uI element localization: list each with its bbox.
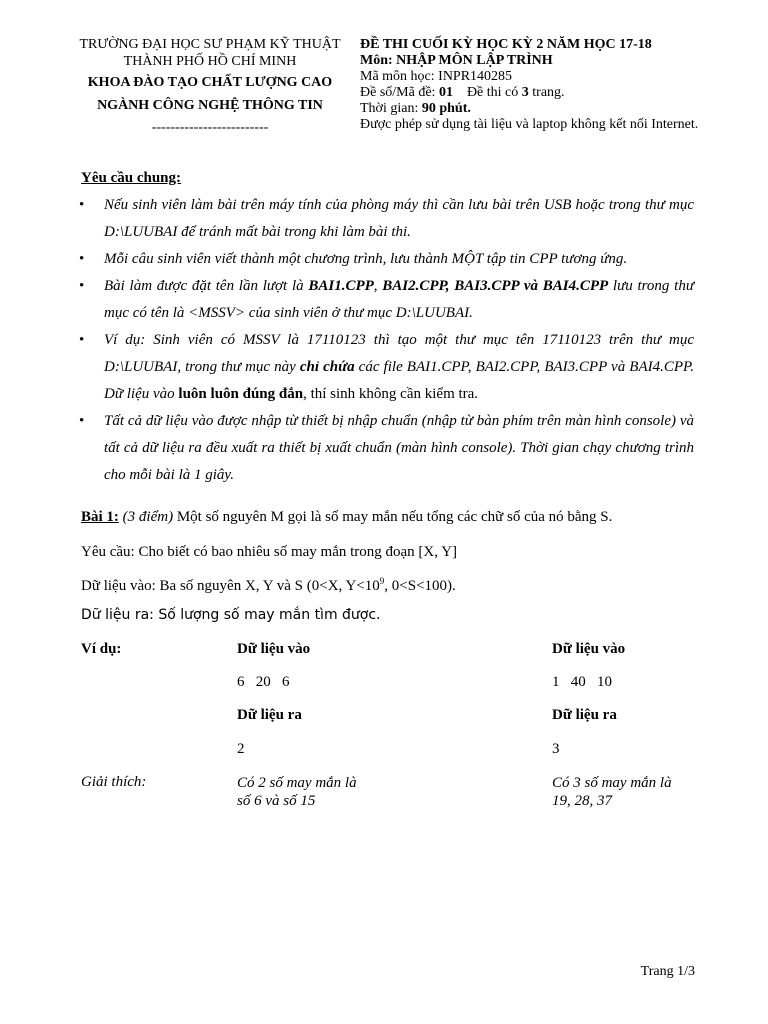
course-code: Mã môn học: INPR140285 — [360, 69, 513, 84]
requirement-item: • Nếu sinh viên làm bài trên máy tính của phòng máy thì cần lưu bài trên USB hoặc trong thư mục D:\LUUBAI để tránh mất bài trong khi làm bài thi. — [75, 192, 694, 246]
problem-output: Dữ liệu ra: Số lượng số may mắn tìm được. — [81, 607, 381, 623]
header-divider: ------------------------- — [151, 120, 269, 135]
exam-subject: Môn: NHẬP MÔN LẬP TRÌNH — [360, 53, 553, 68]
school-header — [40, 36, 380, 136]
page-number: Trang 1/3 — [640, 964, 695, 979]
school-name: TRƯỜNG ĐẠI HỌC SƯ PHẠM KỸ THUẬT — [79, 37, 341, 52]
exam-time: Thời gian: 90 phút. — [360, 101, 471, 116]
example2-input-header: Dữ liệu vào — [552, 641, 626, 657]
faculty-name: KHOA ĐÀO TẠO CHẤT LƯỢNG CAO — [87, 75, 333, 90]
requirements-title: Yêu cầu chung: — [81, 170, 182, 186]
example2-input: 1 40 10 — [552, 674, 612, 690]
exam-title: ĐỀ THI CUỐI KỲ HỌC KỲ 2 NĂM HỌC 17-18 — [360, 37, 652, 52]
example1-output: 2 — [237, 741, 245, 757]
exam-header — [360, 37, 720, 133]
department-name: NGÀNH CÔNG NGHỆ THÔNG TIN — [97, 98, 323, 113]
example2-output-header: Dữ liệu ra — [552, 707, 617, 723]
example1-input-header: Dữ liệu vào — [237, 641, 311, 657]
example1-output-header: Dữ liệu ra — [237, 707, 302, 723]
example1-explain: Có 2 số may mắn là số 6 và số 15 — [237, 775, 357, 809]
example2-output: 3 — [552, 741, 560, 757]
examples-label: Ví dụ: — [81, 641, 122, 657]
city-name: THÀNH PHỐ HỒ CHÍ MINH — [123, 54, 297, 69]
requirement-item: • Mỗi câu sinh viên viết thành một chương trình, lưu thành MỘT tập tin CPP tương ứng. — [75, 246, 694, 273]
example1-input: 6 20 6 — [237, 674, 290, 690]
explain-label: Giải thích: — [81, 774, 147, 790]
requirement-item: • Bài làm được đặt tên lần lượt là BAI1.CPP, BAI2.CPP, BAI3.CPP và BAI4.CPP lưu trong thư mục có tên là <MSSV> của sinh viên ở thư mục D:\LUUBAI. — [75, 273, 694, 327]
requirement-item: • Ví dụ: Sinh viên có MSSV là 17110123 thì tạo một thư mục tên 17110123 trên thư mục D:\LUUBAI, trong thư mục này chỉ chứa các file BAI1.CPP, BAI2.CPP, BAI3.CPP và BAI4.CPP. Dữ liệu vào luôn luôn đúng đắn, thí sinh không cần kiểm tra. — [75, 327, 694, 408]
requirements-list — [75, 192, 694, 489]
problem-input: Dữ liệu vào: Ba số nguyên X, Y và S (0<X, $Y<10^9$, 0<S<100). — [81, 576, 456, 594]
requirement-item: • Tất cả dữ liệu vào được nhập từ thiết bị nhập chuẩn (nhập từ bàn phím trên màn hình console) và tất cả dữ liệu ra đều xuất ra thiết bị xuất chuẩn (màn hình console). Thời gian chạy chương trình cho mỗi bài là 1 giây. — [75, 408, 694, 489]
problem-requirement: Yêu cầu: Cho biết có bao nhiêu số may mắn trong đoạn [X, Y] — [81, 544, 458, 560]
exam-number: Đề số/Mã đề: 01 Đề thi có 3 trang. — [360, 85, 565, 100]
problem-statement: Bài 1: (3 điểm) Một số nguyên M gọi là số may mắn nếu tổng các chữ số của nó bằng S. — [81, 509, 613, 525]
example2-explain: Có 3 số may mắn là 19, 28, 37 — [552, 775, 672, 809]
exam-note: Được phép sử dụng tài liệu và laptop không kết nối Internet. — [360, 117, 699, 132]
